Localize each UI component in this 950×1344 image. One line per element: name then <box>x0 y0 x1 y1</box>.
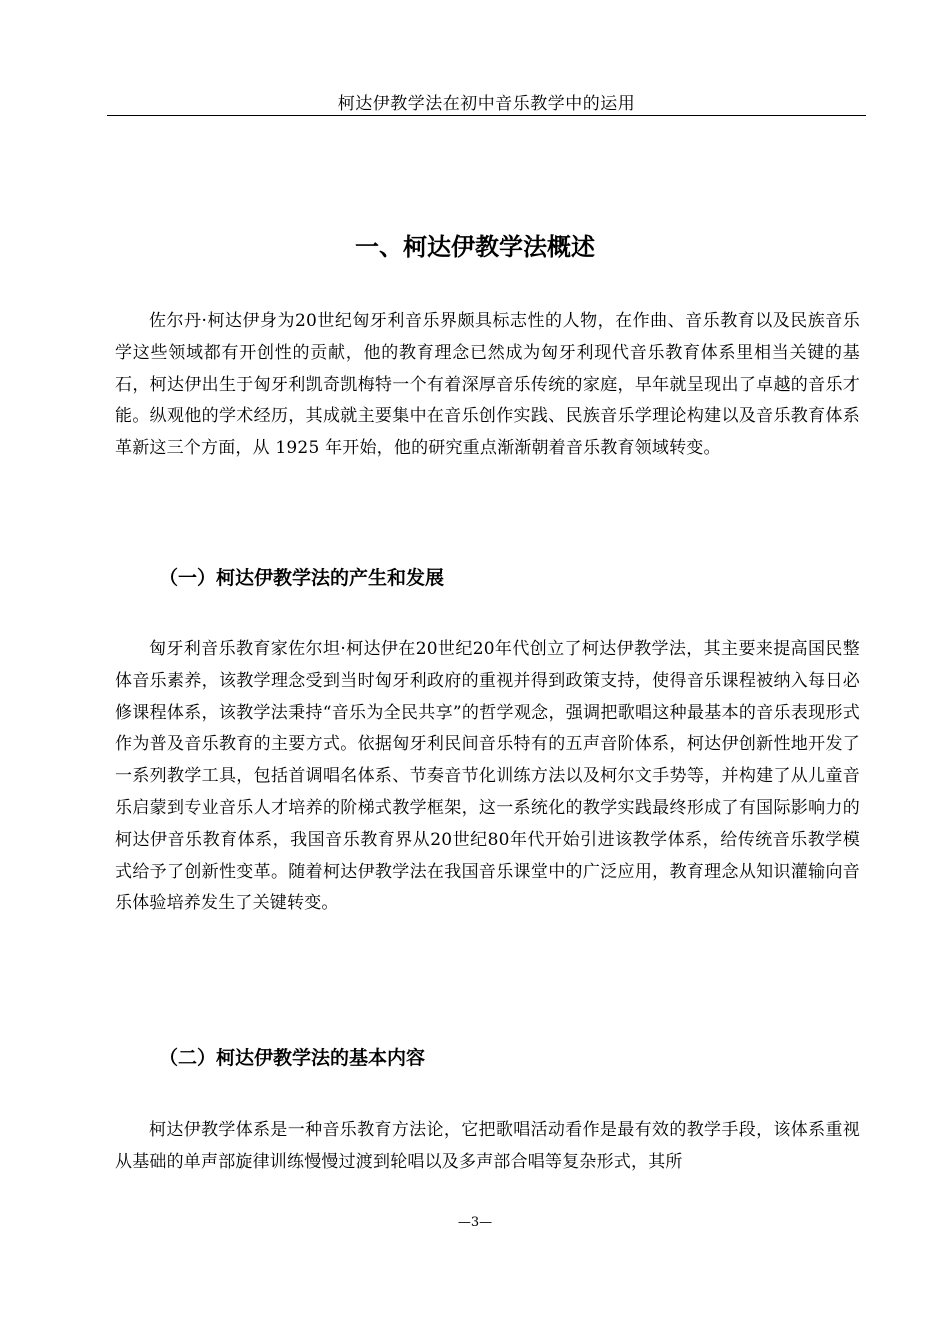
page-number: —3— <box>457 1215 493 1230</box>
intro-paragraph: 佐尔丹·柯达伊身为20世纪匈牙利音乐界颇具标志性的人物，在作曲、音乐教育以及民族音乐学这些领域都有开创性的贡献，他的教育理念已然成为匈牙利现代音乐教育体系里相当关键的基石，柯达伊出生于匈牙利凯奇凯梅特一个有着深厚音乐传统的家庭，早年就呈现出了卓越的音乐才能。纵观他的学术经历，其成就主要集中在音乐创作实践、民族音乐学理论构建以及音乐教育体系革新这三个方面，从 1925 年开始，他的研究重点渐渐朝着音乐教育领域转变。 <box>115 311 860 459</box>
running-header: 柯达伊教学法在初中音乐教学中的运用 <box>337 94 636 114</box>
section-1-paragraph: 匈牙利音乐教育家佐尔坦·柯达伊在20世纪20年代创立了柯达伊教学法，其主要来提高国民整体音乐素养，该教学理念受到当时匈牙利政府的重视并得到政策支持，使得音乐课程被纳入每日必修课程体系，该教学法秉持“音乐为全民共享”的哲学观念，强调把歌唱这种最基本的音乐表现形式作为普及音乐教育的主要方式。依据匈牙利民间音乐特有的五声音阶体系，柯达伊创新性地开发了一系列教学工具，包括首调唱名体系、节奏音节化训练方法以及柯尔文手势等，并构建了从儿童音乐启蒙到专业音乐人才培养的阶梯式教学框架，这一系统化的教学实践最终形成了有国际影响力的柯达伊音乐教育体系，我国音乐教育界从20世纪80年代开始引进该教学体系，给传统音乐教学模式给予了创新性变革。随着柯达伊教学法在我国音乐课堂中的广泛应用，教育理念从知识灌输向音乐体验培养发生了关键转变。 <box>115 639 860 914</box>
section-2-paragraph: 柯达伊教学体系是一种音乐教育方法论，它把歌唱活动看作是最有效的教学手段，该体系重视从基础的单声部旋律训练慢慢过渡到轮唱以及多声部合唱等复杂形式，其所 <box>115 1120 860 1172</box>
chapter-title: 一、柯达伊教学法概述 <box>355 233 595 261</box>
header-rule <box>107 115 866 116</box>
section-heading-1: （一）柯达伊教学法的产生和发展 <box>159 567 445 589</box>
section-heading-2: （二）柯达伊教学法的基本内容 <box>159 1047 426 1069</box>
